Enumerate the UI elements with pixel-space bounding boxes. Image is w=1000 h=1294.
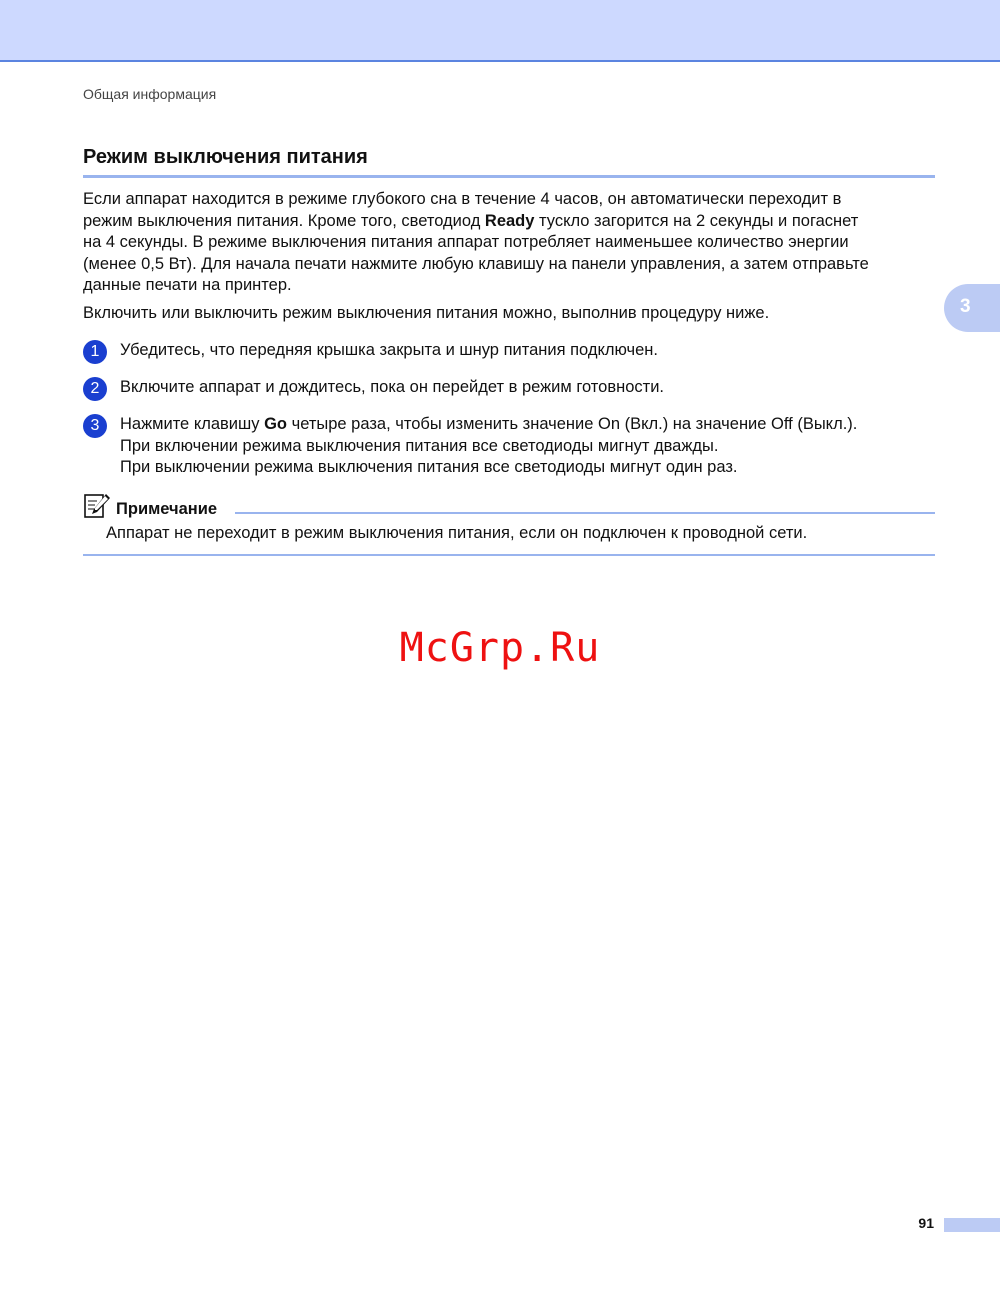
step-text: Включите аппарат и дождитесь, пока он перейдет в режим готовности. — [120, 378, 665, 396]
note-title-rule — [235, 512, 935, 514]
step-number-badge: 1 — [83, 340, 107, 364]
top-header-band — [0, 0, 1000, 62]
chapter-number: 3 — [960, 296, 971, 317]
section-title: Режим выключения питания — [83, 146, 935, 178]
step-number-badge: 2 — [83, 377, 107, 401]
intro-line-1: Если аппарат находится в режиме глубокого сна в течение 4 часов, он автоматически переходит в — [83, 190, 842, 208]
note-title: Примечание — [116, 500, 218, 518]
note-text: Аппарат не переходит в режим выключения питания, если он подключен к проводной сети. — [106, 524, 808, 542]
note-box — [83, 492, 935, 556]
running-header: Общая информация — [83, 86, 217, 102]
step-3-text-b: четыре раза, чтобы изменить значение On (Вкл.) на значение Off (Выкл.). — [287, 415, 858, 433]
step-text — [120, 414, 950, 479]
chapter-tab — [944, 284, 1000, 332]
intro-line-5: данные печати на принтер. — [83, 276, 292, 294]
intro-paragraph — [83, 189, 943, 297]
step-text: Убедитесь, что передняя крышка закрыта и шнур питания подключен. — [120, 341, 659, 359]
step-3-line-3: При выключении режима выключения питания все светодиоды мигнут один раз. — [120, 458, 738, 476]
step-3-line-2: При включении режима выключения питания все светодиоды мигнут дважды. — [120, 436, 719, 455]
procedure-intro: Включить или выключить режим выключения питания можно, выполнив процедуру ниже. — [83, 304, 770, 322]
intro-line-2a: режим выключения питания. Кроме того, светодиод — [83, 211, 485, 230]
page-number-tab — [944, 1218, 1000, 1232]
intro-line-4: (менее 0,5 Вт). Для начала печати нажмите любую клавишу на панели управления, а затем отправьте — [83, 254, 869, 273]
step-3-line-1 — [120, 414, 950, 436]
step-3-text-a: Нажмите клавишу — [120, 415, 265, 433]
step-number-badge: 3 — [83, 414, 107, 438]
go-key-label: Go — [264, 415, 288, 433]
note-pencil-icon — [83, 492, 111, 520]
page-number: 91 — [918, 1215, 934, 1231]
intro-line-2b: тускло загорится на 2 секунды и погаснет — [534, 211, 859, 230]
ready-led-label: Ready — [484, 211, 535, 230]
intro-line-3: на 4 секунды. В режиме выключения питания аппарат потребляет наименьшее количество энергии — [83, 233, 849, 251]
watermark: McGrp.Ru — [399, 625, 601, 671]
